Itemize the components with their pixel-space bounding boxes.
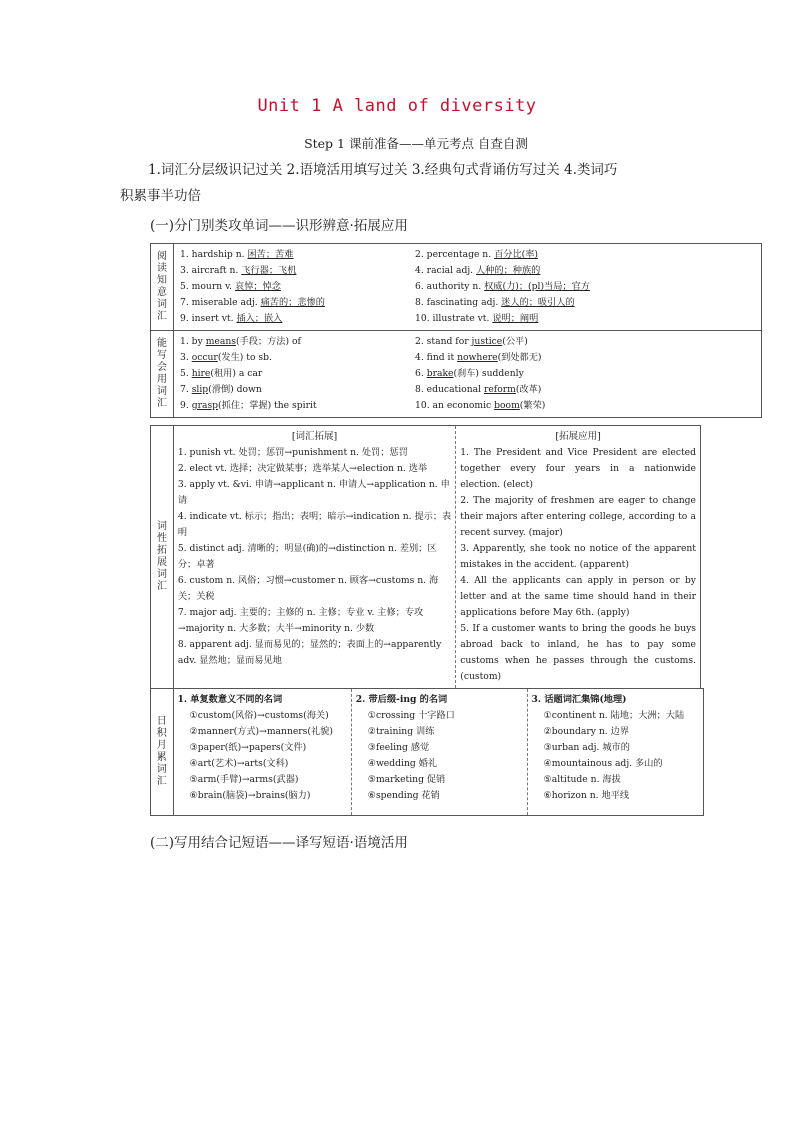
writing-vocab-entry [415, 382, 541, 398]
derivation-entry: 6. custom n. 风俗；习惯→customer n. 顾客→customs n. 海关；关税 [177, 575, 439, 602]
writing-vocab-item-row [180, 366, 755, 382]
vocab-answer: reform [483, 384, 516, 395]
derivation-right-col [456, 426, 701, 689]
derivation-right-header: [拓展应用] [555, 431, 601, 442]
vocab-prefix: 1. by [180, 336, 206, 347]
vocab-meaning: 说明；阐明 [492, 313, 539, 324]
accumulate-item: ①custom(风俗)→customs(海关) [189, 710, 329, 721]
derivation-left-col [173, 426, 455, 689]
writing-vocab-label: 能写会用词汇 [151, 331, 174, 418]
vocab-word: 10. illustrate vt. [415, 313, 490, 324]
vocab-word: 8. fascinating adj. [415, 297, 499, 308]
application-sentence: 1. The President and Vice President are elected together every four years in a nationwide election. (elect) [460, 447, 696, 490]
vocab-prefix: 2. stand for [415, 336, 472, 347]
vocab-meaning: 百分比(率) [494, 249, 538, 260]
vocab-answer: justice [471, 336, 503, 347]
writing-vocab-item-row [180, 350, 755, 366]
accumulate-item: ①crossing 十字路口 [367, 710, 455, 721]
writing-vocab-entry [415, 350, 542, 366]
accumulate-item: ⑤arm(手臂)→arms(武器) [189, 774, 299, 785]
vocab-word: 1. hardship n. [180, 249, 245, 260]
accumulate-item: ②boundary n. 边界 [543, 726, 630, 737]
writing-vocab-entry [180, 334, 415, 350]
derivation-entry: 1. punish vt. 处罚；惩罚→punishment n. 处罚；惩罚 [177, 447, 408, 458]
writing-vocab-entry [415, 366, 524, 382]
vocab-meaning: 迷人的；吸引人的 [501, 297, 575, 308]
section-1-heading: (一)分门别类攻单词——识形辨意·拓展应用 [150, 218, 408, 234]
writing-vocab-list [174, 331, 762, 418]
vocab-prefix: 9. [180, 400, 192, 411]
reading-vocab-list [174, 244, 762, 331]
accumulate-item: ⑥brain(脑袋)→brains(脑力) [189, 790, 311, 801]
vocab-hint: (发生) to sb. [217, 352, 272, 363]
accumulate-item: ②manner(方式)→manners(礼貌) [189, 726, 333, 737]
derivation-table [150, 425, 701, 689]
accumulate-col-3-title: 3. 话题词汇集锦(地理) [531, 694, 627, 705]
unit-title: Unit 1 A land of diversity [257, 96, 537, 116]
accumulate-item: ④wedding 婚礼 [367, 758, 438, 769]
application-sentence: 3. Apparently, she took no notice of the apparent mistakes in the accident. (apparent) [460, 543, 696, 570]
accumulate-item: ①continent n. 陆地；大洲；大陆 [543, 710, 685, 721]
reading-vocab-row [151, 244, 762, 331]
vocab-hint: (到处都无) [497, 352, 542, 363]
reading-vocab-entry [180, 311, 415, 327]
vocab-answer: occur [191, 352, 218, 363]
derivation-entry: 2. elect vt. 选择；决定做某事；选举某人→election n. 选举 [177, 463, 428, 474]
accumulate-col-2-title: 2. 带后缀-ing 的名词 [355, 694, 448, 705]
reading-vocab-entry [180, 247, 415, 263]
vocab-hint: (抓住；掌握) the spirit [218, 400, 317, 411]
vocab-hint: (改革) [515, 384, 542, 395]
vocab-answer: brake [426, 368, 454, 379]
derivation-entry: 8. apparent adj. 显而易见的；显然的；表面上的→apparently adv. 显然地；显而易见地 [177, 639, 442, 666]
accumulate-col-1-title: 1. 单复数意义不同的名词 [177, 694, 283, 705]
reading-vocab-item-row [180, 247, 755, 263]
derivation-entry: 4. indicate vt. 标示；指出；表明；暗示→indication n. 提示；表明 [177, 511, 452, 538]
writing-vocab-item-row [180, 334, 755, 350]
writing-vocab-item-row [180, 398, 755, 414]
accumulate-col-1 [173, 689, 351, 816]
writing-vocab-entry [180, 350, 415, 366]
accumulate-table [150, 688, 704, 816]
accumulate-item: ③urban adj. 城市的 [543, 742, 630, 753]
vocab-word: 9. insert vt. [180, 313, 234, 324]
vocab-hint: (滑倒) down [208, 384, 262, 395]
reading-vocab-entry [180, 279, 415, 295]
derivation-left-header: [词汇拓展] [291, 431, 338, 442]
writing-vocab-entry [180, 366, 415, 382]
vocab-prefix: 3. [180, 352, 192, 363]
vocab-word: 5. mourn v. [180, 281, 233, 292]
reading-vocab-item-row [180, 279, 755, 295]
writing-vocab-entry [180, 382, 415, 398]
accumulate-item: ④mountainous adj. 多山的 [543, 758, 663, 769]
accumulate-item: ⑤marketing 促销 [367, 774, 446, 785]
vocab-answer: slip [191, 384, 209, 395]
reading-vocab-label: 阅读知意词汇 [151, 244, 174, 331]
step-heading: Step 1 课前准备——单元考点 自查自测 [304, 136, 528, 151]
derivation-entry: 5. distinct adj. 清晰的；明显(确)的→distinction n. 差别；区分；卓著 [177, 543, 437, 570]
intro-line-1: 1.词汇分层级识记过关 2.语境活用填写过关 3.经典句式背诵仿写过关 4.类词巧 [148, 162, 618, 178]
derivation-entry: 3. apply vt. &vi. 申请→applicant n. 申请人→application n. 申请 [177, 479, 450, 506]
vocab-answer: hire [191, 368, 211, 379]
reading-vocab-entry [415, 263, 540, 279]
accumulate-item: ②training 训练 [367, 726, 435, 737]
vocab-answer: grasp [191, 400, 219, 411]
vocab-meaning: 人种的；种族的 [476, 265, 541, 276]
vocab-answer: means [205, 336, 236, 347]
vocab-answer: boom [494, 400, 520, 411]
accumulate-item: ⑤altitude n. 海拔 [543, 774, 621, 785]
accumulate-col-2 [351, 689, 527, 816]
reading-vocab-entry [180, 295, 415, 311]
writing-vocab-entry [415, 334, 528, 350]
reading-vocab-entry [415, 295, 575, 311]
reading-vocab-item-row [180, 311, 755, 327]
vocab-hint: (繁荣) [519, 400, 546, 411]
accumulate-item: ⑥spending 花销 [367, 790, 440, 801]
vocab-meaning: 哀悼；悼念 [235, 281, 281, 292]
derivation-label: 词性拓展词汇 [151, 426, 174, 689]
vocab-prefix: 10. an economic [415, 400, 495, 411]
accumulate-item: ③feeling 感觉 [367, 742, 430, 753]
vocab-meaning: 权威(力)；(pl)当局；官方 [484, 281, 590, 292]
vocab-prefix: 5. [180, 368, 192, 379]
vocab-meaning: 困苦；苦难 [247, 249, 294, 260]
writing-vocab-entry [415, 398, 545, 414]
vocab-word: 6. authority n. [415, 281, 482, 292]
writing-vocab-entry [180, 398, 415, 414]
accumulate-item: ③paper(纸)→papers(文件) [189, 742, 307, 753]
derivation-entry: 7. major adj. 主要的；主修的 n. 主修；专业 v. 主修；专攻→majority n. 大多数；大半→minority n. 少数 [177, 607, 424, 634]
vocab-answer: nowhere [457, 352, 498, 363]
writing-vocab-item-row [180, 382, 755, 398]
vocab-hint: (手段；方法) of [235, 336, 301, 347]
vocab-meaning: 飞行器；飞机 [241, 265, 297, 276]
vocab-table [150, 243, 762, 418]
accumulate-item: ⑥horizon n. 地平线 [543, 790, 630, 801]
vocab-word: 7. miserable adj. [180, 297, 258, 308]
vocab-hint: (租用) a car [210, 368, 263, 379]
reading-vocab-entry [180, 263, 415, 279]
application-sentence: 4. All the applicants can apply in person or by letter and at the same time should hand in their applications before May 6th. (apply) [460, 575, 696, 618]
reading-vocab-entry [415, 247, 538, 263]
vocab-prefix: 6. [415, 368, 427, 379]
vocab-hint: (公平) [502, 336, 528, 347]
section-2-heading: (二)写用结合记短语——译写短语·语境活用 [150, 835, 408, 851]
reading-vocab-entry [415, 279, 590, 295]
vocab-meaning: 插入；嵌入 [236, 313, 283, 324]
application-sentence: 5. If a customer wants to bring the goods he buys abroad back to inland, he has to pay some customs when he passes through the customs. (custom) [460, 623, 696, 682]
vocab-hint: (刹车) suddenly [453, 368, 524, 379]
vocab-word: 3. aircraft n. [180, 265, 239, 276]
accumulate-label: 日积月累词汇 [151, 689, 174, 816]
reading-vocab-item-row [180, 263, 755, 279]
accumulate-item: ④art(艺术)→arts(文科) [189, 758, 289, 769]
reading-vocab-entry [415, 311, 538, 327]
accumulate-col-3 [527, 689, 703, 816]
vocab-word: 4. racial adj. [415, 265, 474, 276]
vocab-prefix: 4. find it [415, 352, 458, 363]
vocab-meaning: 痛苦的；悲惨的 [260, 297, 325, 308]
vocab-word: 2. percentage n. [415, 249, 492, 260]
intro-line-2: 积累事半功倍 [120, 188, 201, 204]
application-sentence: 2. The majority of freshmen are eager to change their majors after entering college, according to a recent survey. (major) [460, 495, 696, 538]
writing-vocab-row [151, 331, 762, 418]
reading-vocab-item-row [180, 295, 755, 311]
vocab-prefix: 8. educational [415, 384, 484, 395]
vocab-prefix: 7. [180, 384, 192, 395]
